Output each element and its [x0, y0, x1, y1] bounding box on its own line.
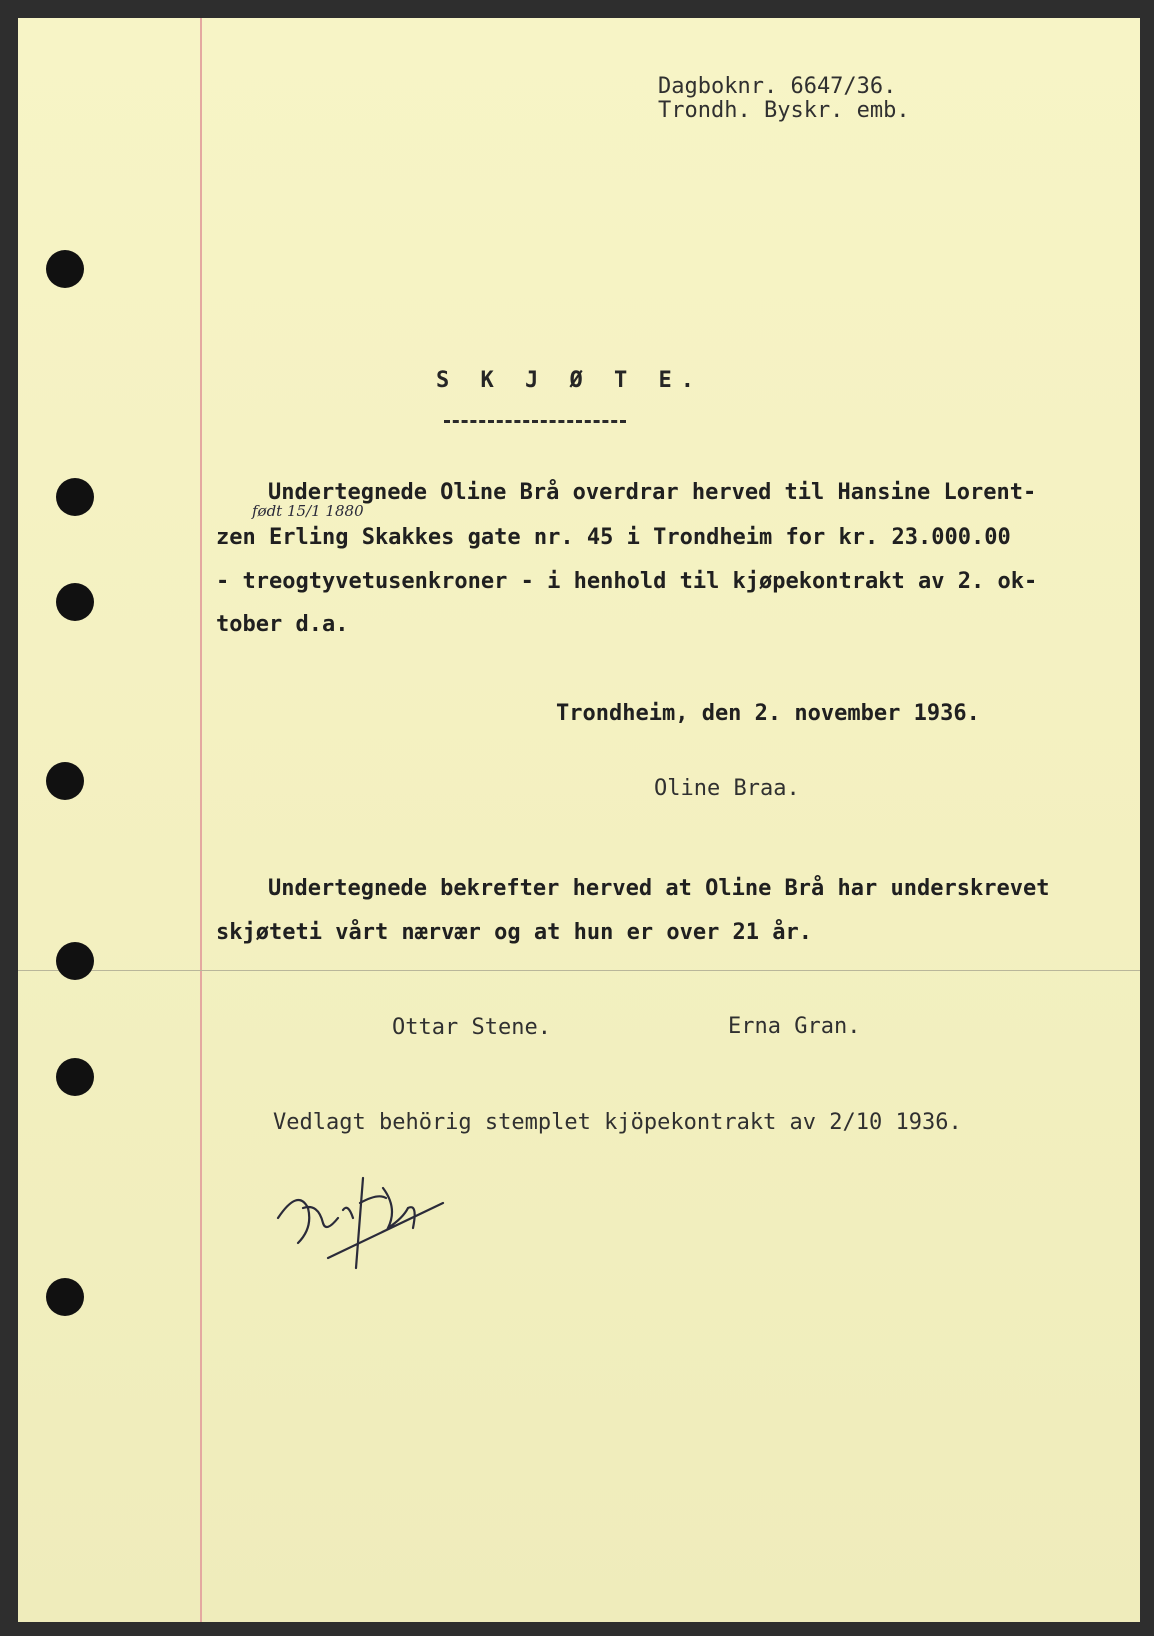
title-underline — [444, 420, 626, 423]
punch-hole — [46, 250, 84, 288]
witness-first: Ottar Stene. — [392, 1015, 551, 1040]
witness-second: Erna Gran. — [728, 1014, 861, 1039]
witness-line-1: Undertegnede bekrefter herved at Oline Brå har underskrevet — [268, 876, 1050, 901]
handwritten-annotation: født 15/1 1880 — [252, 502, 364, 520]
body-line-2: zen Erling Skakkes gate nr. 45 i Trondheim for kr. 23.000.00 — [216, 525, 1011, 550]
place-date: Trondheim, den 2. november 1936. — [556, 701, 980, 726]
enclosure-note: Vedlagt behörig stemplet kjöpekontrakt av 2/10 1936. — [273, 1110, 962, 1135]
punch-hole — [56, 583, 94, 621]
signer-name: Oline Braa. — [654, 776, 800, 801]
punch-hole — [56, 478, 94, 516]
journal-number: Dagboknr. 6647/36. — [658, 74, 897, 99]
margin-rule — [200, 18, 202, 1622]
document-title: S K J Ø T E. — [436, 368, 703, 393]
office-line: Trondh. Byskr. emb. — [658, 98, 910, 123]
punch-hole — [46, 762, 84, 800]
body-line-1: Undertegnede Oline Brå overdrar herved til Hansine Lorent- — [268, 480, 1037, 505]
witness-line-2: skjøteti vårt nærvær og at hun er over 21 år. — [216, 920, 813, 945]
document-page — [18, 18, 1140, 1622]
handwritten-signature — [268, 1148, 458, 1288]
punch-hole — [56, 942, 94, 980]
punch-hole — [46, 1278, 84, 1316]
fold-crease — [18, 970, 1140, 971]
punch-hole — [56, 1058, 94, 1096]
body-line-4: tober d.a. — [216, 612, 349, 637]
body-line-3: - treogtyvetusenkroner - i henhold til kjøpekontrakt av 2. ok- — [216, 569, 1038, 594]
